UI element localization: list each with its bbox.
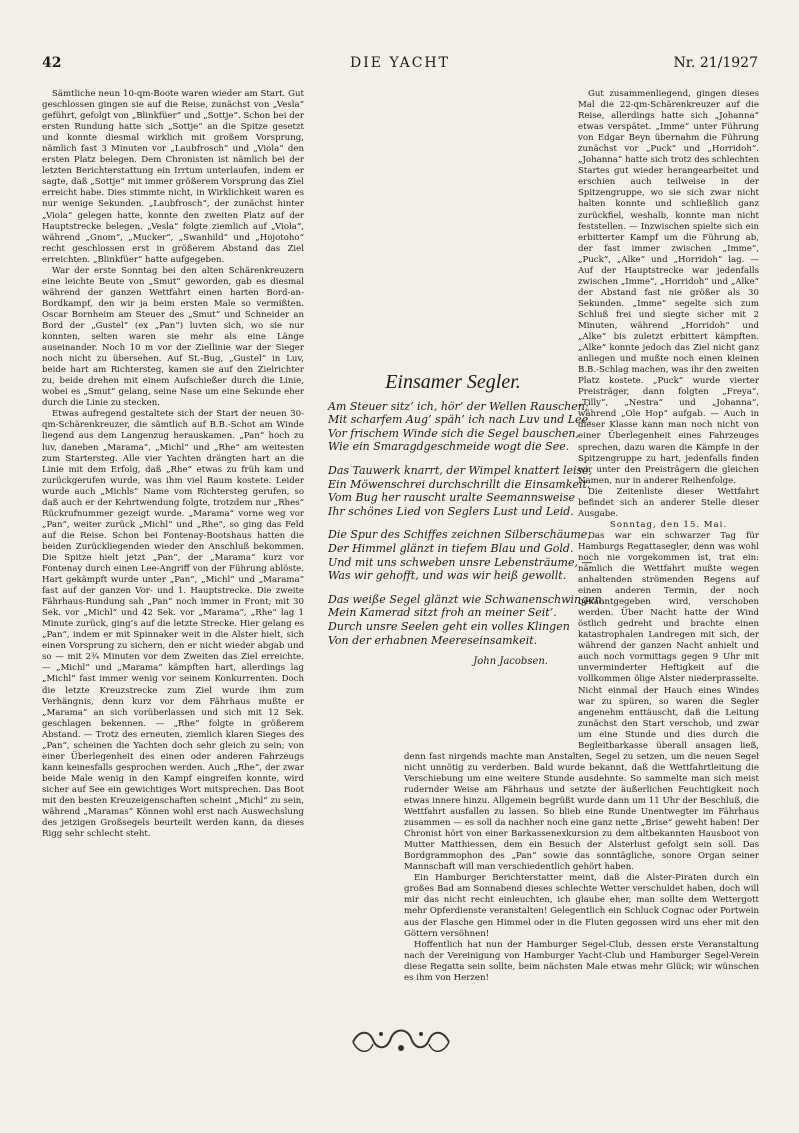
stanza [328, 528, 593, 583]
poem-line: Von der erhabnen Meereseinsamkeit. [328, 633, 538, 647]
issue-number: Nr. 21/1927 [673, 55, 758, 71]
poem [328, 371, 606, 669]
magazine-title: DIE YACHT [350, 55, 450, 71]
poem-author: John Jacobsen. [473, 656, 548, 668]
paragraph: Das war ein schwarzer Tag für Hamburgs Regattasegler, denn was wohl noch nie vorgekommen ist, trat ein: nämlich die Wettfahrt mußte wegen anhaltenden strömenden Regens auf einen anderen Termin, der noch bekanntgegeben wird, verschoben werden. Über Nacht hatte der Wind östlich gedreht und brachte einen katastrophalen Landregen mit sich, der während der ganzen Nacht anhielt und auch noch vormittags gegen 9 Uhr mit unverminderter Heftigkeit auf die vollkommen ölige Alster niederprasselte. Nicht einmal der Hauch eines Windes war zu spüren, so waren die Segler angenehm enttäuscht, daß die Leitung zunächst den Start verschob, und zwar um eine Stunde und dies durch die Begleitbarkasse überall ansagen ließ, denn fast nirgends machte man Anstalten, Segel zu setzen, um die neuen Segel nicht unnötig zu verderben. Bald wurde bekannt, daß die Wettfahrtleitung die Verschiebung um eine weitere Stunde ausdehnte. So sammelte man sich meist rudernder Weise am Fährhaus und setzte der äußerlichen Feuchtigkeit noch etwas innere hinzu. Allgemein begrüßt wurde dann um 11 Uhr der Beschluß, die Wettfahrt ausfallen zu lassen. So blieb eine Runde Unentwegter im Fährhaus zusammen — es soll da nachher noch eine ganz nette „Brise“ geweht haben! Der Chronist hört von einer Barkassenexkursion zu dem altbekannten Hausboot von Mutter Matthiessen, dem ein Besuch der Alsterlust gefolgt sein soll. Das Bordgrammophon des „Pan“ sowie das sonntägliche, sonore Organ seiner Mannschaft will man verschiedentlich gehört haben. [404, 530, 759, 873]
paragraph: Etwas aufregend gestaltete sich der Start der neuen 30-qm-Schärenkreuzer, die sämtlich auf B.B.-Schot am Winde liegend aus dem Langenzug herauskamen. „Pan“ hoch zu luv, daneben „Marama“, „Michl“ und „Rhe“ am weitesten zum Startersteg. Alle vier Yachten drängten hart an die Linie mit dem Erfolg, daß „Rhe“ etwas zu früh kam und zurückgerufen wurde, was ihm viel Raum kostete. Leider wurde auch „Michls“ Name vom Richtersteg gerufen, so daß auch er der Kehrtwendung folgte, trotzdem nur „Rhes“ Rückrufnummer gezeigt wurde. „Marama“ vorne weg vor „Pan“, weiter zurück „Michl“ und „Rhe“, so ging das Feld auf die Reise. Schon bei Fontenay-Bootshaus hatten die beiden Zurückliegenden wieder den Anschluß bekommen. Die Spitze hielt jetzt „Pan“, der „Marama“ kurz vor Fontenay durch einen Lee-Angriff von der Führung ablöste. Hart gekämpft wurde unter „Pan“, „Michl“ und „Marama“ fast auf der ganzen Vor- und 1. Hauptstrecke. Die zweite Fährhaus-Rundung sah „Pan“ noch immer in Front; mit 30 Sek. vor „Michl“ und 42 Sek. vor „Marama“, „Rhe“ lag 1 Minute zurück, ging’s auf die letzte Strecke. Hier gelang es „Pan“, indem er mit Spinnaker weit in die Alster hielt, sich einen Vorsprung zu sichern, den er nicht wieder abgab und so — mit 2¾ Minuten vor dem Zweiten das Ziel erreichte. — „Michl“ und „Marama“ kämpften hart, allerdings lag „Michl“ fast immer wenig vor seinem Konkurrenten. Doch die letzte Kreuzstrecke zum Ziel wurde ihm zum Verhängnis, denn kurz vor dem Fährhaus mußte er „Marama“ an sich vorüberlassen und sich mit 12 Sek. geschlagen bekennen. — „Rhe“ folgte in größerem Abstand. — Trotz des erneuten, ziemlich klaren Sieges des „Pan“, scheinen die Yachten doch sehr gleich zu sein; von einer Überlegenheit des einen oder anderen Fahrzeugs kann keinesfalls gesprochen werden. Auch „Rhe“, der zwar beide Male wenig in den Kampf eingreifen konnte, wird sicher auf See ein gewichtiges Wort mitsprechen. Das Boot mit den besten Kreuzeigenschaften scheint „Michl“ zu sein, während „Maramas“ Können wohl erst nach Auswechslung des jetzigen Großsegels beurteilt werden kann, da dieses Rigg sehr schlecht steht. [42, 409, 304, 840]
page-header [42, 55, 758, 77]
stanza [328, 399, 592, 454]
stanza [328, 463, 593, 518]
poem-line: Und mit uns schweben unsre Lebensträume, — [328, 555, 593, 569]
poem-line: Der Himmel glänzt in tiefem Blau und Gold. [328, 541, 574, 555]
paragraph: Die Zeitenliste dieser Wettfahrt befindet sich an anderer Stelle dieser Ausgabe. [578, 486, 759, 519]
poem-line: Vom Bug her rauscht uralte Seemannsweise [328, 491, 576, 505]
stanza [328, 592, 606, 647]
poem-line: Ein Möwenschrei durchschrillt die Einsamkeit. [328, 477, 591, 491]
poem-line: Am Steuer sitz’ ich, hör’ der Wellen Rauschen; [328, 399, 589, 413]
poem-line: Das weiße Segel glänzt wie Schwanenschwingen. [328, 592, 606, 606]
poem-line: Das Tauwerk knarrt, der Wimpel knattert leise, [328, 463, 593, 477]
paragraph: Gut zusammenliegend, gingen dieses Mal die 22-qm-Schärenkreuzer auf die Reise, allerdings hatte sich „Johanna“ etwas verspätet. „Imme“ unter Führung von Edgar Beyn übernahm die Führung zunächst vor „Puck“ und „Horridoh“. „Johanna“ hatte sich trotz des schlechten Startes gut wieder herangearbeitet und erschien auch teilweise in der Spitzengruppe, wo sie sich zwar nicht halten konnte und schließlich ganz zurückfiel, weshalb, konnte man nicht feststellen. — Inzwischen spielte sich ein erbitterter Kampf um die Führung ab, der fast immer zwischen „Imme“, „Puck“, „Alke“ und „Horridoh“ lag. — Auf der Hauptstrecke war jedenfalls zwischen „Imme“, „Horridoh“ und „Alke“ der Abstand fast nie größer als 30 Sekunden. „Imme“ segelte sich zum Schluß frei und siegte sicher mit 2 Minuten, während „Horridoh“ und „Alke“ bis zuletzt erbittert kämpften. „Alke“ konnte jedoch das Ziel nicht ganz anliegen und mußte noch einen kleinen B.B.-Schlag machen, was ihr den zweiten Platz kostete. „Puck“ wurde vierter Preisträger, dann folgten „Freya“, „Tilly“, „Nestra“ und „Johanna“, während „Ole Hop“ aufgab. — Auch in dieser Klasse kann man noch nicht von einer Überlegenheit eines Fahrzeuges sprechen, dazu waren die Kämpfe in der Spitzengruppe zu hart, jedenfalls finden wir unter den Preisträgern die gleichen Namen, nur in anderer Reihenfolge. [578, 89, 759, 486]
poem-line: Durch unsre Seelen geht ein volles Klingen [328, 619, 570, 633]
poem-line: Was wir gehofft, und was wir heiß gewollt. [328, 569, 567, 583]
paragraph: Hoffentlich hat nun der Hamburger Segel-Club, dessen erste Veranstaltung nach der Vereinigung von Hamburger Yacht-Club und Hamburger Segel-Verein diese Regatta sein sollte, beim nächsten Male etwas mehr Glück; wir wünschen es ihm von Herzen! [404, 939, 759, 983]
poem-line: Die Spur des Schiffes zeichnen Silberschäume, [328, 528, 591, 542]
paragraph: Ein Hamburger Berichterstatter meint, daß die Alster-Piraten durch ein großes Bad am Sonnabend dieses schlechte Wetter verschuldet haben, doch will mir das nicht recht einleuchten, ich glaube eher, man sollte dem Wettergott mehr Opferdienste veranstalten! Gelegentlich ein Schluck Cognac oder Portwein aus der Flasche gen Himmel oder in die Fluten gegossen wird uns eher mit den Göttern versöhnen! [404, 873, 759, 939]
poem-line: Mit scharfem Aug’ späh’ ich nach Luv und Lee. [328, 413, 592, 427]
poem-line: Ihr schönes Lied von Seglers Lust und Leid. [328, 504, 574, 518]
page-number: 42 [42, 55, 62, 71]
poem-line: Vor frischem Winde sich die Segel bauschen, [328, 426, 579, 440]
paragraph: War der erste Sonntag bei den alten Schärenkreuzern eine leichte Beute von „Smut“ geworden, gab es diesmal während der ganzen Wettfahrt einen harten Bord-an-Bordkampf, den wir ja beim ersten Male so vermißten. Oscar Bornheim am Steuer des „Smut“ und Schneider an Bord der „Gustel“ (ex „Pan“) luvten sich, wo sie nur konnten, selten waren sie mehr als eine Länge auseinander. Noch 10 m vor der Ziellinie war der Sieger noch nicht zu übersehen. Auf St.-Bug, „Gustel“ in Luv, beide hart am Richtersteg, kamen sie auf den Zielrichter zu, beide drehen mit einem Aufschießer durch die Linie, wobei es „Smut“ gelang, seine Nase um eine Sekunde eher durch die Linie zu stecken. [42, 265, 304, 409]
section-date: Sonntag, den 15. Mai. [609, 519, 728, 530]
poem-line: Mein Kamerad sitzt froh an meiner Seit’. [328, 606, 557, 620]
poem-line: Wie ein Smaragdgeschmeide wogt die See. [328, 440, 570, 454]
paragraph: Sämtliche neun 10-qm-Boote waren wieder am Start. Gut geschlossen gingen sie auf die Reise, zunächst von „Vesla“ geführt, gefolgt von „Blinkfüer“ und „Sottje“. Schon bei der ersten Rundung hatte sich „Sottje“ an die Spitze gesetzt und konnte diesmal wirklich mit großem Vorsprung, nämlich fast 3 Minuten vor „Laubfrosch“ und „Viola“ den ersten Platz belegen. Dem Chronisten ist nämlich bei der letzten Berichterstattung ein Irrtum unterlaufen, indem er sagte, daß „Sottje“ mit immer größerem Vorsprung das Ziel erreicht habe. Dies stimmte nicht, in Wirklichkeit waren es nur wenige Sekunden. „Laubfrosch“, der zunächst hinter „Viola“ gelegen hatte, konnte den zweiten Platz auf der Hauptstrecke belegen. „Vesla“ folgte ziemlich auf „Viola“, während „Gnom“, „Mucker“, „Swanhild“ und „Hojotoho“ recht geschlossen erst in größerem Abstand das Ziel erreichten. „Blinkfüer“ hatte aufgegeben. [42, 89, 304, 265]
poem-title: Einsamer Segler. [385, 371, 521, 393]
ornament-icon [345, 1026, 457, 1058]
